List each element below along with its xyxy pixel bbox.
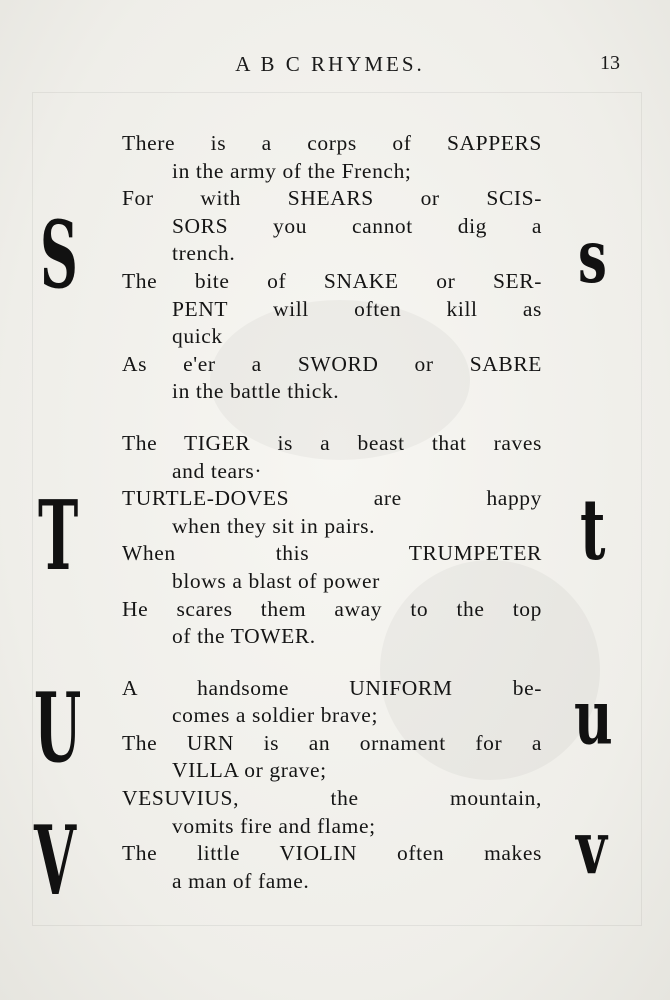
page-header <box>0 52 670 82</box>
right-letter-s: s <box>578 213 607 300</box>
right-letter-v: v <box>576 805 607 892</box>
poem-line: of the TOWER. <box>172 624 316 649</box>
running-title: A B C RHYMES. <box>235 52 425 76</box>
poem-line: The bite of SNAKE or SER- <box>122 268 542 293</box>
poem-line: trench. <box>172 241 236 266</box>
poem-line: in the army of the French; <box>172 158 412 183</box>
poem-line: in the battle thick. <box>172 379 340 404</box>
poem-line: VILLA or grave; <box>172 758 327 783</box>
poem-line: comes a soldier brave; <box>172 703 379 728</box>
stanza-uv <box>122 675 542 896</box>
stanza-s <box>122 130 542 406</box>
poem-line: When this TRUMPETER <box>122 541 542 566</box>
poem-line: when they sit in pairs. <box>172 513 376 538</box>
rhyme-text <box>122 130 542 895</box>
left-letter-t: T <box>38 479 79 593</box>
poem-line: He scares them away to the top <box>122 596 542 621</box>
page-number: 13 <box>600 52 620 74</box>
poem-line: blows a blast of power <box>172 568 380 593</box>
poem-line: a man of fame. <box>172 868 310 893</box>
poem-line: For with SHEARS or SCIS- <box>122 186 542 211</box>
poem-line: The TIGER is a beast that raves <box>122 430 542 455</box>
poem-line: There is a corps of SAPPERS <box>122 131 542 155</box>
poem-line: TURTLE-DOVES are happy <box>122 486 542 511</box>
poem-line: SORS you cannot dig a <box>172 213 542 238</box>
right-letter-u: u <box>574 673 613 763</box>
poem-line: vomits fire and flame; <box>172 813 376 838</box>
poem-line: quick <box>172 324 223 349</box>
poem-line: PENT will often kill as <box>172 296 542 321</box>
right-letter-t: t <box>580 480 606 580</box>
poem-line: and tears· <box>172 458 263 483</box>
poem-line: VESUVIUS, the mountain, <box>122 786 542 811</box>
left-letter-s: S <box>40 201 78 311</box>
poem-line: The URN is an ornament for a <box>122 730 542 755</box>
poem-line: As e'er a SWORD or SABRE <box>122 351 542 376</box>
left-letter-u: U <box>34 671 82 785</box>
poem-line: A handsome UNIFORM be- <box>122 675 542 700</box>
poem-line: The little VIOLIN often makes <box>122 841 542 866</box>
stanza-t <box>122 430 542 651</box>
left-letter-v: V <box>34 804 76 918</box>
